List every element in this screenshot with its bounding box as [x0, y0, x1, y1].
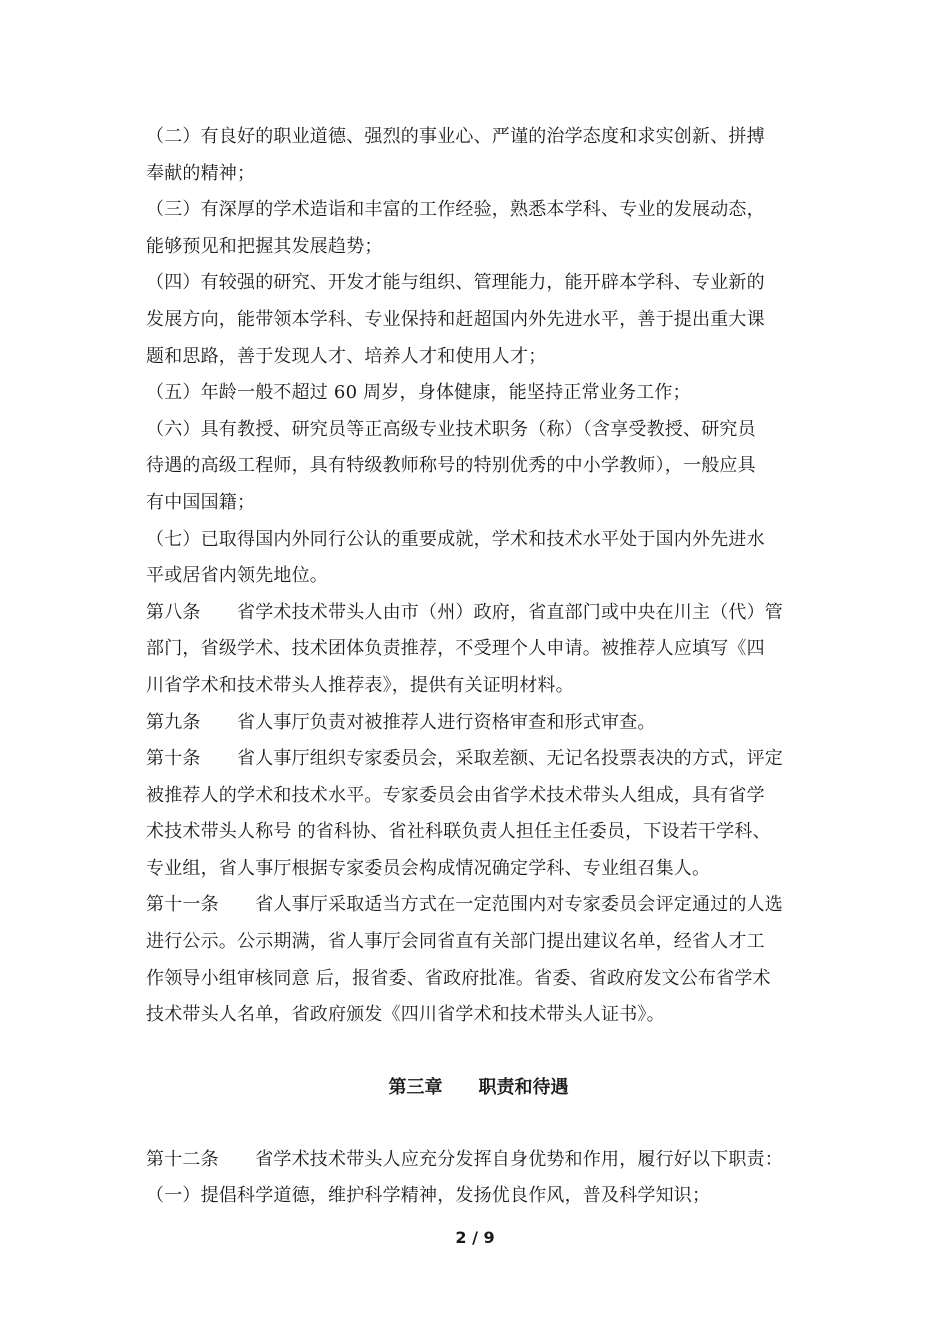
text-line: 被推荐人的学术和技术水平。专家委员会由省学术技术带头人组成，具有省学	[146, 784, 765, 806]
text-line: （二）有良好的职业道德、强烈的事业心、严谨的治学态度和求实创新、拼搏	[146, 126, 765, 147]
page-separator: /	[472, 1228, 478, 1247]
text-line: 平或居省内领先地位。	[146, 565, 328, 587]
chapter-heading: 第三章 职责和待遇	[388, 1076, 569, 1098]
text-line: 发展方向，能带领本学科、专业保持和赶超国内外先进水平，善于提出重大课	[146, 308, 765, 330]
text-line: 进行公示。公示期满，省人事厅会同省直有关部门提出建议名单，经省人才工	[146, 931, 765, 953]
text-line: 专业组，省人事厅根据专家委员会构成情况确定学科、专业组召集人。	[146, 857, 711, 879]
document-body	[146, 119, 811, 1215]
text-line: （七）已取得国内外同行公认的重要成就，学术和技术水平处于国内外先进水	[146, 528, 765, 550]
text-line: 术技术带头人称号 的省科协、省社科联负责人担任主任委员，下设若干学科、	[146, 821, 771, 843]
total-page-count: 9	[483, 1228, 495, 1247]
text-line: 第十一条 省人事厅采取适当方式在一定范围内对专家委员会评定通过的人选	[146, 894, 783, 916]
blank-line	[146, 1034, 811, 1070]
text-line: 能够预见和把握其发展趋势；	[146, 235, 383, 257]
text-line: 待遇的高级工程师，具有特级教师称号的特别优秀的中小学教师），一般应具	[146, 455, 756, 477]
text-line: 部门，省级学术、技术团体负责推荐，不受理个人申请。被推荐人应填写《四	[146, 638, 765, 660]
text-line: （一）提倡科学道德，维护科学精神，发扬优良作风，普及科学知识；	[146, 1185, 711, 1207]
current-page-number: 2	[455, 1228, 467, 1247]
text-line: 川省学术和技术带头人推荐表》，提供有关证明材料。	[146, 674, 574, 696]
text-line: 题和思路，善于发现人才、培养人才和使用人才；	[146, 345, 547, 367]
text-line: 第八条 省学术技术带头人由市（州）政府，省直部门或中央在川主（代）管	[146, 601, 783, 623]
text-line: 第九条 省人事厅负责对被推荐人进行资格审查和形式审查。	[146, 711, 656, 733]
text-line: （五）年龄一般不超过 60 周岁，身体健康，能坚持正常业务工作；	[146, 382, 691, 404]
blank-line	[146, 1106, 811, 1142]
text-line: （三）有深厚的学术造诣和丰富的工作经验，熟悉本学科、专业的发展动态，	[146, 199, 765, 221]
text-line: 第十条 省人事厅组织专家委员会，采取差额、无记名投票表决的方式，评定	[146, 748, 783, 770]
text-line: 奉献的精神；	[146, 162, 256, 184]
text-line: （四）有较强的研究、开发才能与组织、管理能力，能开辟本学科、专业新的	[146, 272, 765, 294]
text-line: （六）具有教授、研究员等正高级专业技术职务（称）（含享受教授、研究员	[146, 418, 756, 440]
text-line: 技术带头人名单，省政府颁发《四川省学术和技术带头人证书》。	[146, 1004, 665, 1026]
page-footer	[0, 1227, 950, 1249]
text-line: 有中国国籍；	[146, 491, 256, 513]
text-line: 第十二条 省学术技术带头人应充分发挥自身优势和作用，履行好以下职责：	[146, 1148, 783, 1170]
text-line: 作领导小组审核同意 后，报省委、省政府批准。省委、省政府发文公布省学术	[146, 967, 771, 989]
